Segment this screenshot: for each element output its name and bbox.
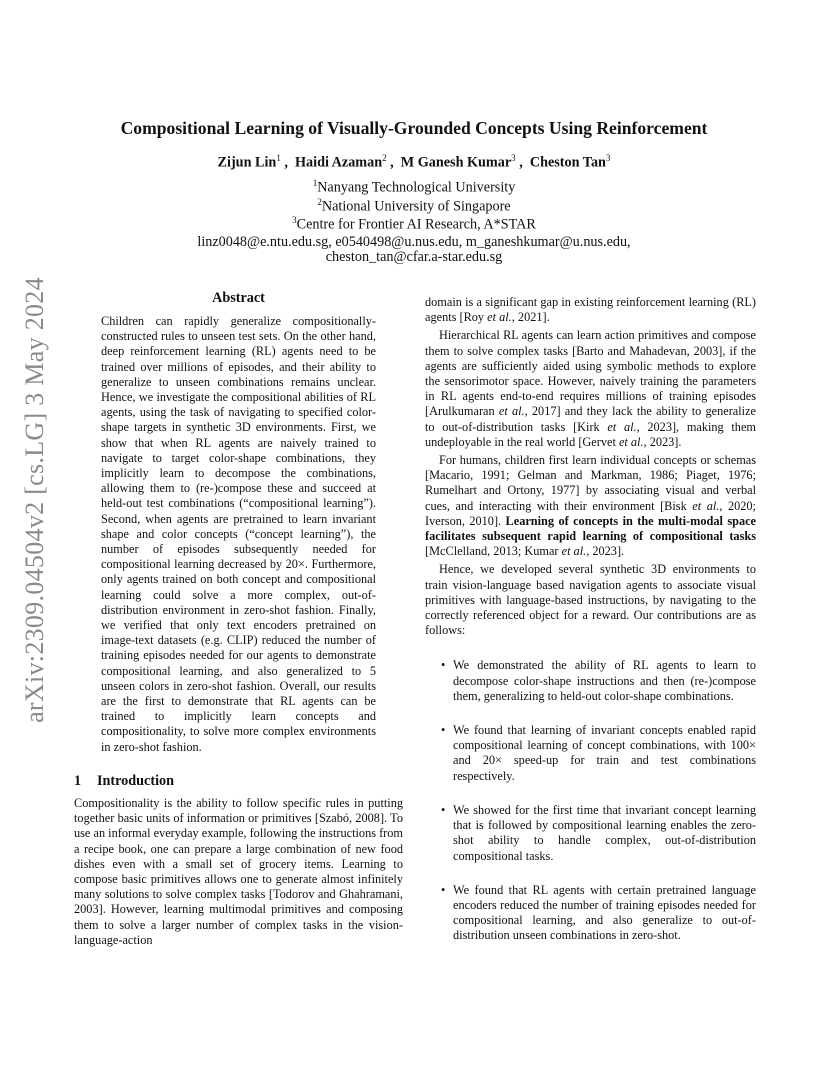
author-sup: 3	[511, 153, 516, 163]
bullet-icon: •	[441, 723, 446, 738]
contribution-text: We demonstrated the ability of RL agents to learn to decompose color-shape instructions and then (re-)compose them, generalizing to held-out color-shape combinations.	[453, 658, 756, 703]
author-name: Haidi Azaman	[295, 154, 383, 171]
intro-paragraph: Hence, we developed several synthetic 3D environments to train vision-language based navigation agents to associate visual primitives with language-based instructions, by navigating to the correctly referenced object for a reward. Our contributions are as follows:	[425, 562, 756, 638]
arxiv-identifier	[18, 277, 52, 723]
author-list: Zijun Lin$^1$ , Haidi Azaman$^2$ , M Ganesh Kumar$^3$ , Cheston Tan$^3$	[217, 153, 611, 171]
email-line: linz0048@e.ntu.edu.sg, e0540498@u.nus.edu, m_ganeshkumar@u.nus.edu,	[197, 234, 631, 250]
intro-paragraph: Hierarchical RL agents can learn action primitives and compose them to solve complex tasks [Barto and Mahadevan, 2003], if the agents are sufficiently aided using symbolic methods to explore the sensorimotor space. However, naively training the parameters in RL agents end-to-end requires millions of training episodes [Arulkumaran et al., 2017] and they lack the ability to generalize to out-of-distribution tasks [Kirk et al., 2023], making them undeployable in the real world [Gervet et al., 2023].	[425, 328, 756, 449]
author-sup: 3	[605, 153, 611, 163]
contribution-text: We showed for the first time that invariant concept learning that is followed by compositional learning enables the zero-shot ability to handle complex, out-of-distribution compositional tasks.	[453, 802, 756, 863]
abstract-text: Children can rapidly generalize compositionally-constructed rules to unseen test sets. On the other hand, deep reinforcement learning (RL) agents need to be trained over millions of episodes, and their ability to generalize to unseen combinations remains unclear. Hence, we investigate the compositional abilities of RL agents, using the task of navigating to specified color-shape targets in synthetic 3D environments. First, we show that when RL agents are naively trained to navigate to target color-shape combinations, they implicitly learn to decompose the combinations, allowing them to (re-)compose these and succeed at held-out test combinations (“compositional learning”). Second, when agents are pretrained to learn invariant shape and color concepts (“concept learning”), the number of episodes subsequently needed for compositional learning decreased by 20×. Furthermore, only agents trained on both concept and compositional learning could solve a more complex, out-of-distribution environment in zero-shot fashion. Finally, we verified that only text encoders pretrained on image-text datasets (e.g. CLIP) reduced the number of training episodes needed for our agents to demonstrate compositional learning, and also generalized to 5 unseen colors in zero-shot fashion. Overall, our results are the first to demonstrate that RL agents can be trained to implicitly learn concepts and compositionality, to solve more complex environments in zero-shot fashion.	[101, 314, 376, 754]
affiliation	[60, 215, 768, 234]
affiliation-sup: 3	[292, 215, 297, 225]
bullet-icon: •	[441, 658, 446, 673]
left-column	[74, 290, 403, 948]
list-item	[425, 658, 756, 704]
section-number: 1	[74, 772, 82, 789]
bullet-icon: •	[441, 802, 446, 817]
bullet-icon: •	[441, 882, 446, 897]
intro-paragraph: For humans, children first learn individual concepts or schemas [Macario, 1991; Gelman and Markman, 1986; Piaget, 1976; Rumelhart and Ortony, 1977] by associating visual and verbal cues, and interacting with their environment [Bisk et al., 2020; Iverson, 2010]. Learning of concepts in the multi-modal space facilitates subsequent rapid learning of compositional tasks [McClelland, 2013; Kumar et al., 2023].	[425, 453, 757, 559]
author-sup: 1	[276, 153, 281, 163]
contribution-text: We found that learning of invariant concepts enabled rapid compositional learning of concept combinations, with 100× and 20× speed-up for train and test combinations respectively.	[453, 723, 756, 783]
affiliation-sup: 2	[317, 197, 322, 207]
right-column	[425, 295, 756, 963]
paper-title: Compositional Learning of Visually-Grounded Concepts Using Reinforcement	[120, 118, 708, 138]
section-heading	[74, 773, 403, 790]
affiliation-sup: 1	[312, 178, 318, 188]
author-name: Cheston Tan	[529, 154, 606, 171]
section-title: Introduction	[97, 772, 174, 789]
list-item	[425, 723, 756, 784]
affiliation	[60, 197, 768, 216]
arxiv-id-text: arXiv:2309.04504v2 [cs.LG] 3 May 2024	[20, 277, 49, 723]
author-sup: 2	[382, 153, 387, 163]
email-line: cheston_tan@cfar.a-star.edu.sg	[325, 249, 503, 265]
intro-paragraph: domain is a significant gap in existing reinforcement learning (RL) agents [Roy et al., 2021].	[425, 295, 756, 325]
contribution-text: We found that RL agents with certain pretrained language encoders reduced the number of training episodes needed for compositional learning, and also generalize to out-of-distribution unseen combinations in zero-shot.	[453, 882, 756, 943]
list-item	[425, 803, 756, 864]
intro-paragraph: Compositionality is the ability to follow specific rules in putting together basic units of information or primitives [Szabó, 2008]. To use an informal everyday example, following the instructions from a recipe book, one can prepare a large combination of new food dishes even with a small set of grocery items. Learning to compose basic primitives allows one to generate almost infinitely many solutions to solve complex tasks [Todorov and Ghahramani, 2003]. However, learning multimodal primitives and composing them to solve a larger number of complex tasks in the vision-language-action	[74, 795, 403, 947]
affiliation-name: Nanyang Technological University	[317, 179, 516, 196]
abstract-heading: Abstract	[212, 290, 265, 306]
affiliation-name: National University of Singapore	[321, 198, 511, 215]
affiliation-name: Centre for Frontier AI Research, A*STAR	[296, 216, 536, 233]
author-name: M Ganesh Kumar	[400, 154, 512, 171]
affiliation	[60, 178, 768, 197]
contribution-list	[425, 658, 756, 943]
author-name: Zijun Lin	[217, 154, 277, 171]
list-item	[425, 883, 756, 944]
